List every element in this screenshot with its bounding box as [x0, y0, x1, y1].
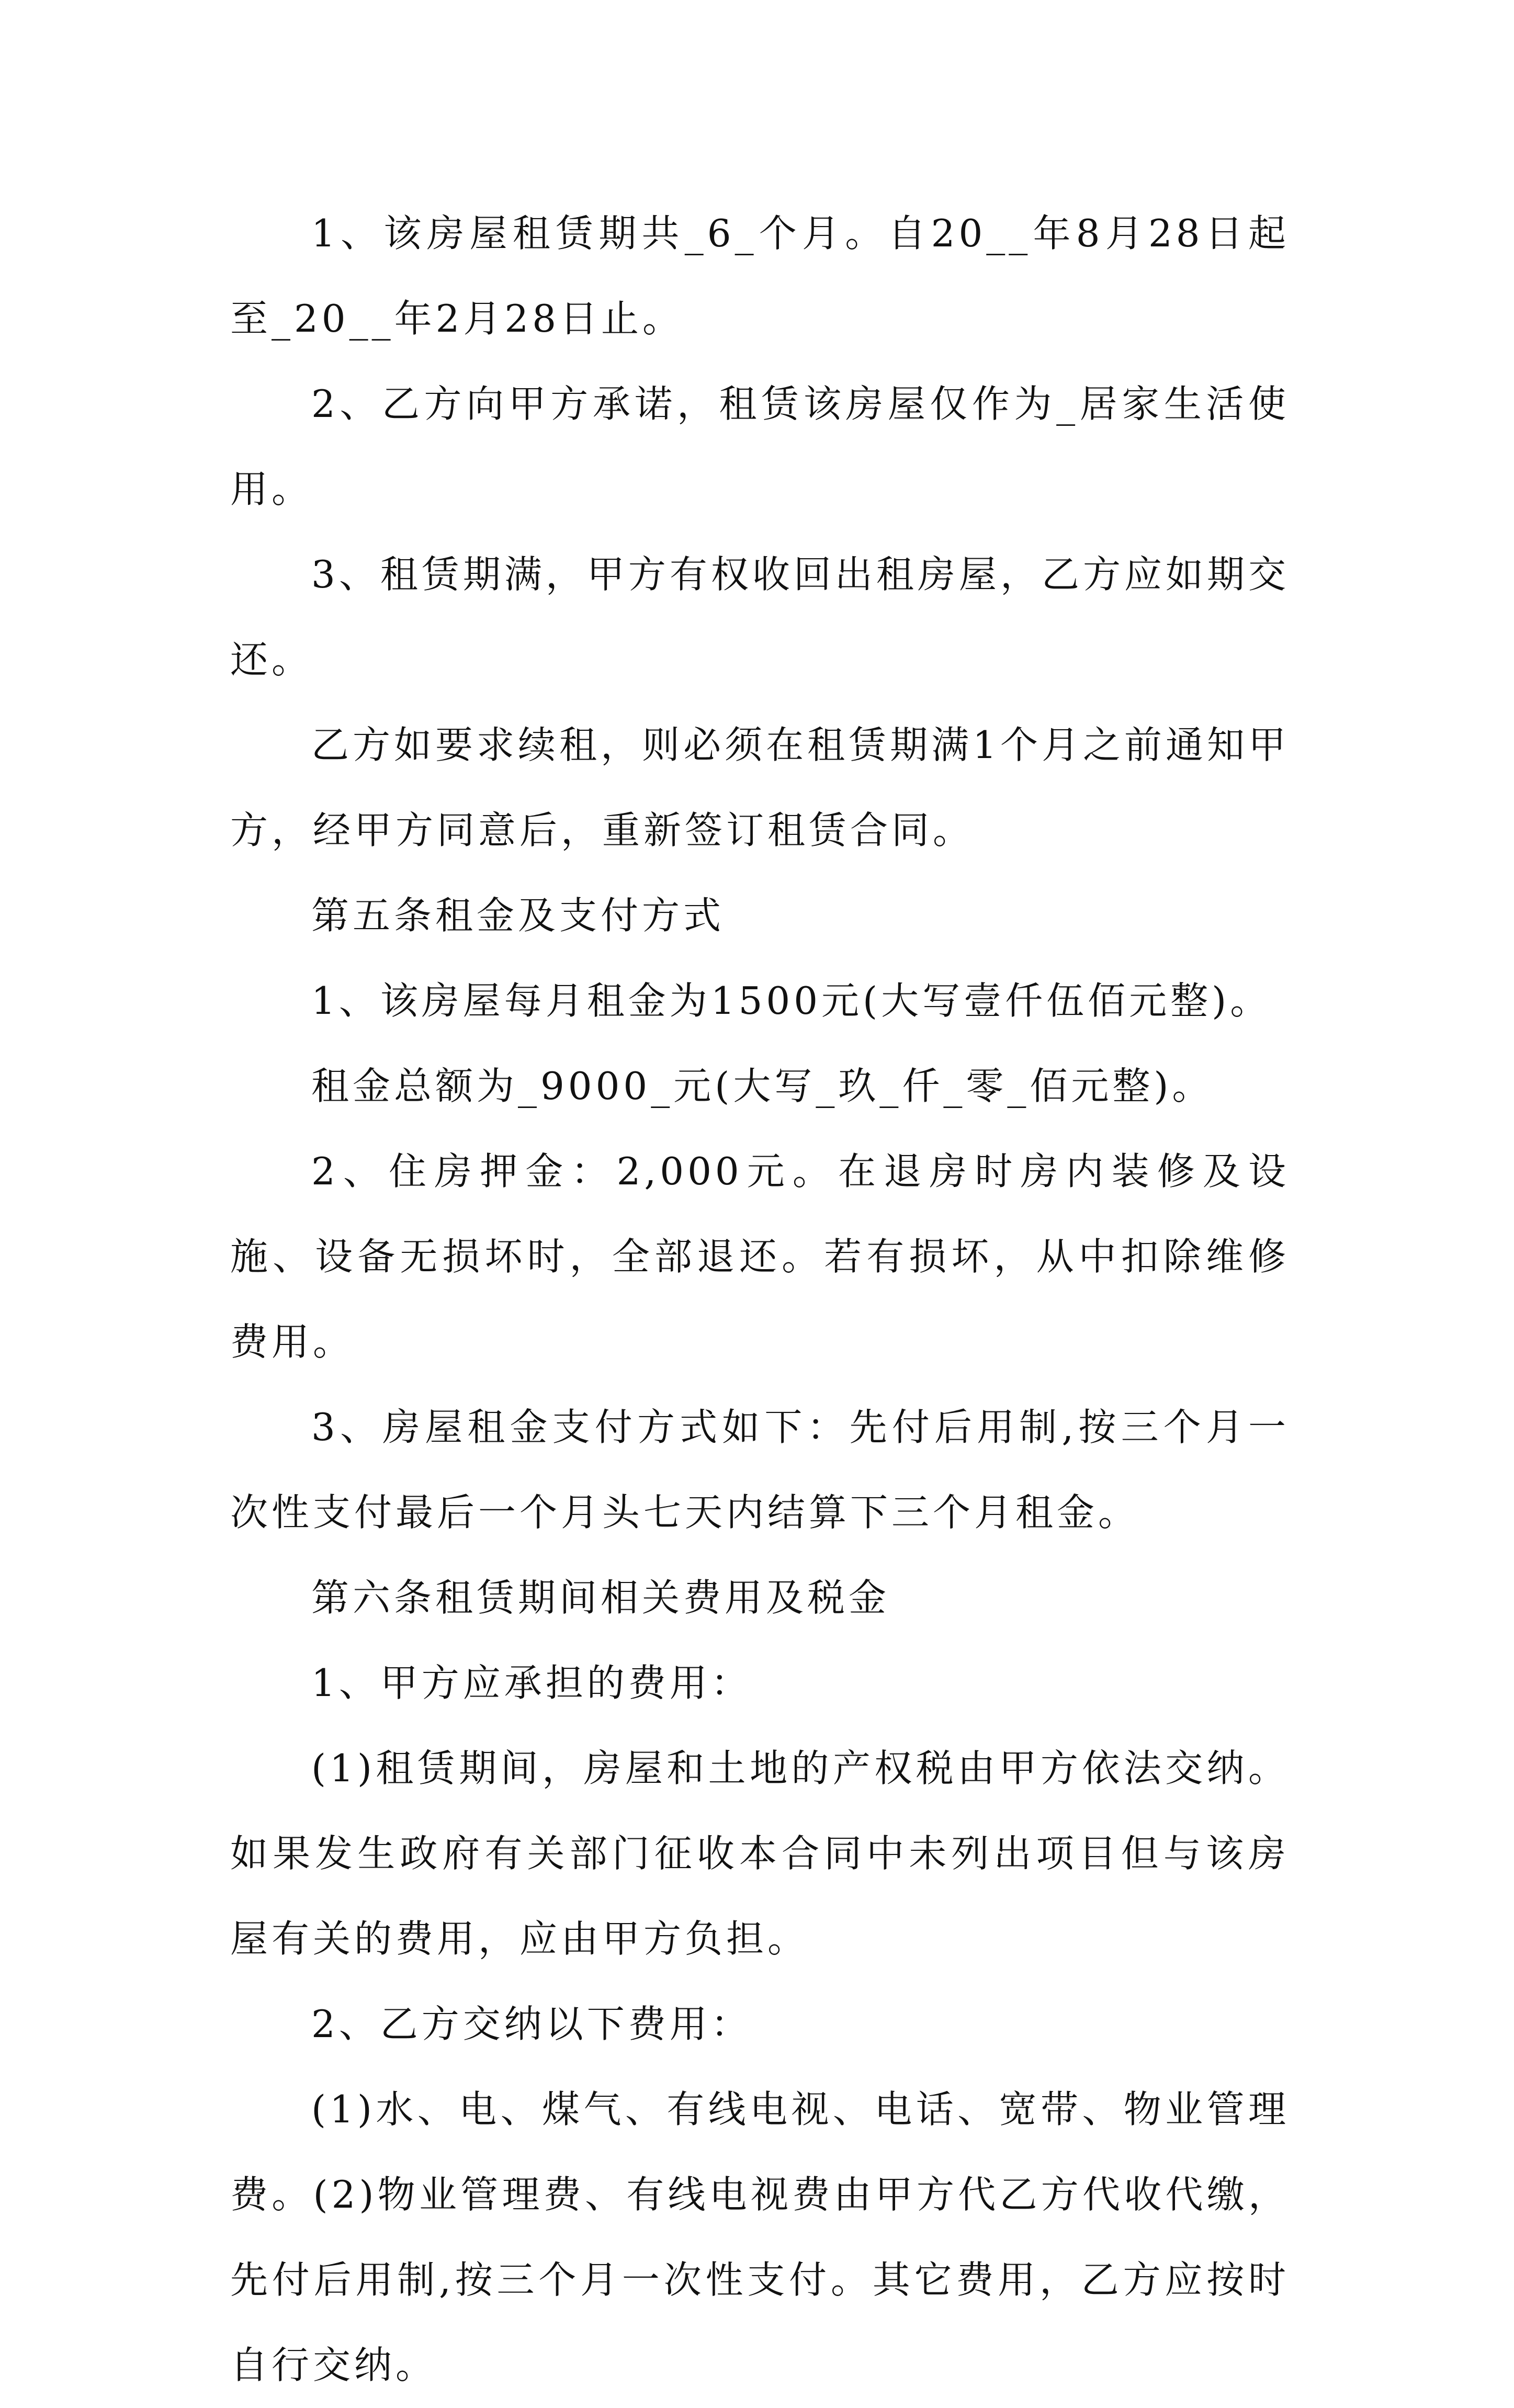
paragraph-monthly-rent: 1、该房屋每月租金为1500元(大写壹仟伍佰元整)。 — [311, 979, 1272, 1023]
paragraph-party-b-fee-items: (1)水、电、煤气、有线电视、电话、宽带、物业管理费。(2)物业管理费、有线电视费由甲方代乙方代收代缴，先付后用制,按三个月一次性支付。其它费用，乙方应按时自行交纳。 — [230, 2087, 1290, 2387]
document-body — [230, 191, 1290, 2408]
paragraph-payment-method: 3、房屋租金支付方式如下：先付后用制,按三个月一次性支付最后一个月头七天内结算下三个月租金。 — [230, 1405, 1290, 1534]
paragraph-total-rent: 租金总额为_9000_元(大写_玖_仟_零_佰元整)。 — [311, 1064, 1214, 1108]
paragraph-lease-term: 1、该房屋租赁期共_6_个月。自20__年8月28日起至_20__年2月28日止。 — [230, 211, 1290, 341]
paragraph-deposit: 2、住房押金：2,000元。在退房时房内装修及设施、设备无损坏时，全部退还。若有损坏，从中扣除维修费用。 — [230, 1149, 1290, 1364]
paragraph-lease-purpose: 2、乙方向甲方承诺，租赁该房屋仅作为_居家生活使用。 — [230, 382, 1290, 511]
paragraph-lease-expiry: 3、租赁期满，甲方有权收回出租房屋，乙方应如期交还。 — [230, 552, 1290, 682]
article-5-heading: 第五条租金及支付方式 — [311, 894, 725, 937]
paragraph-party-a-fees: 1、甲方应承担的费用： — [311, 1661, 752, 1705]
paragraph-party-b-fees: 2、乙方交纳以下费用： — [311, 2002, 752, 2046]
article-6-heading: 第六条租赁期间相关费用及税金 — [311, 1576, 890, 1620]
paragraph-party-a-taxes: (1)租赁期间，房屋和土地的产权税由甲方依法交纳。如果发生政府有关部门征收本合同中未列出项目但与该房屋有关的费用，应由甲方负担。 — [230, 1746, 1290, 1961]
paragraph-lease-renewal: 乙方如要求续租，则必须在租赁期满1个月之前通知甲方，经甲方同意后，重新签订租赁合同。 — [230, 723, 1290, 852]
